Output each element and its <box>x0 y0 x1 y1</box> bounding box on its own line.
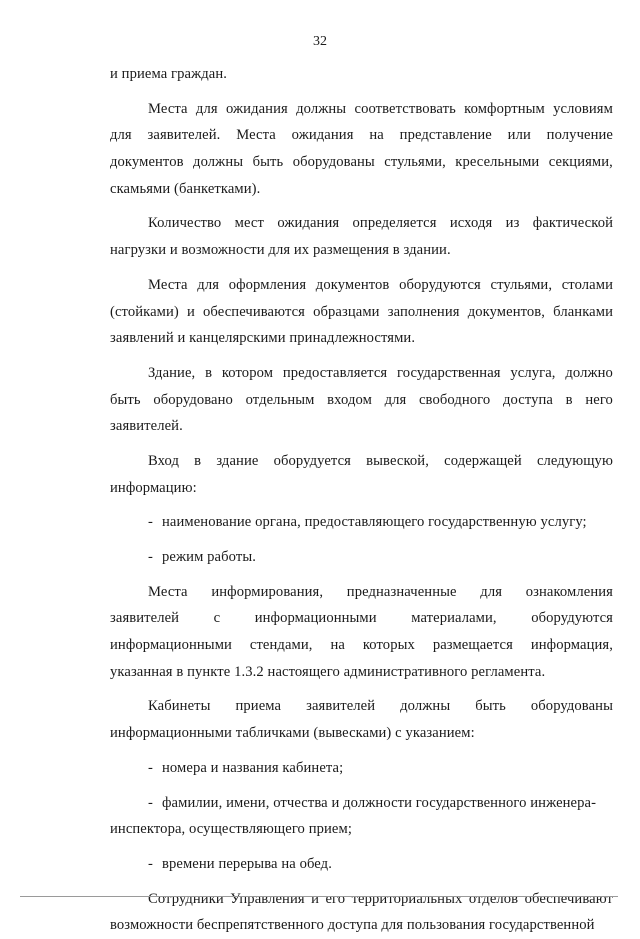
text-line: Места для оформления документов оборудуются стульями, столами <box>148 276 613 293</box>
list-item <box>110 509 613 536</box>
text-line: Места информирования, предназначенные для ознакомления <box>148 583 613 600</box>
list-dash: - <box>148 794 153 811</box>
list-item <box>110 790 613 843</box>
text-line: указанная в пункте 1.3.2 настоящего административного регламента. <box>110 663 546 680</box>
text-line: - времени перерыва на обед. <box>110 851 613 878</box>
text-line: информацию: <box>110 479 197 496</box>
paragraph <box>110 579 613 686</box>
page-number: 32 <box>313 34 327 49</box>
text-line: заявителей. <box>110 418 183 435</box>
paragraph <box>110 272 613 352</box>
text-line: Вход в здание оборудуется вывеской, содержащей следующую <box>148 452 613 469</box>
text-line: возможности беспрепятственного доступа для пользования государственной <box>110 917 595 934</box>
paragraph <box>110 61 613 88</box>
text-line: - режим работы. <box>110 544 613 571</box>
list-dash: - <box>148 855 153 872</box>
text-line: Сотрудники Управления и его территориальных отделов обеспечивают <box>148 890 613 907</box>
text-line: для заявителей. Места ожидания на представление или получение <box>110 127 613 144</box>
list-dash: - <box>148 549 153 565</box>
paragraph <box>110 210 613 263</box>
list-item <box>110 851 613 878</box>
list-item <box>110 544 613 571</box>
text-line: заявлений и канцелярскими принадлежностями. <box>110 330 416 347</box>
footer-rule <box>20 896 618 897</box>
text-line: Кабинеты приема заявителей должны быть оборудованы <box>148 698 613 715</box>
list-dash: - <box>148 759 153 776</box>
list-item <box>110 755 613 782</box>
text-line: - фамилии, имени, отчества и должности государственного инженера- <box>110 790 613 817</box>
text-line: - наименование органа, предоставляющего государственную услугу; <box>110 509 613 536</box>
text-line: заявителей с информационными материалами, оборудуются <box>110 610 613 627</box>
text-line: и приема граждан. <box>110 66 228 82</box>
text-line: информационными табличками (вывесками) с указанием: <box>110 725 475 742</box>
text-line: инспектора, осуществляющего прием; <box>110 821 352 838</box>
text-line: информационными стендами, на которых размещается информация, <box>110 637 613 654</box>
document-body <box>110 61 613 939</box>
text-line: документов должны быть оборудованы стульями, кресельными секциями, <box>110 154 613 171</box>
paragraph <box>110 96 613 203</box>
text-line: - номера и названия кабинета; <box>110 755 613 782</box>
paragraph <box>110 360 613 440</box>
list-dash: - <box>148 514 153 531</box>
text-line: Места для ожидания должны соответствовать комфортным условиям <box>148 100 613 117</box>
paragraph <box>110 448 613 501</box>
text-line: Количество мест ожидания определяется исходя из фактической <box>148 215 613 232</box>
text-line: быть оборудовано отдельным входом для свободного доступа в него <box>110 391 613 408</box>
paragraph <box>110 886 613 939</box>
text-line: нагрузки и возможности для их размещения в здании. <box>110 242 451 259</box>
text-line: скамьями (банкетками). <box>110 180 261 197</box>
paragraph <box>110 693 613 746</box>
text-line: (стойками) и обеспечиваются образцами заполнения документов, бланками <box>110 303 613 320</box>
text-line: Здание, в котором предоставляется государственная услуга, должно <box>148 364 613 381</box>
